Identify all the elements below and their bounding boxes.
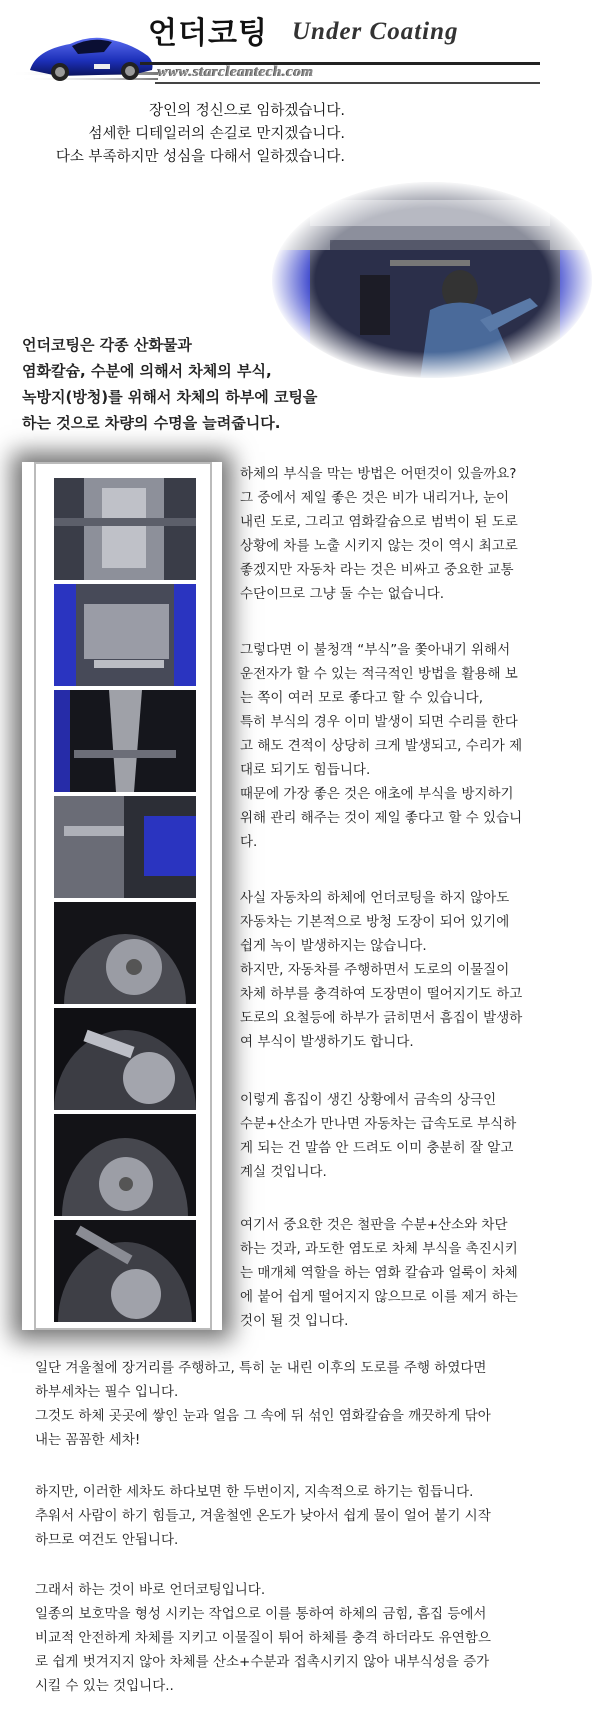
paragraph-line: 운전자가 할 수 있는 적극적인 방법을 활용해 보 xyxy=(240,666,518,682)
paragraph-line: 하지만, 자동차를 주행하면서 도로의 이물질이 xyxy=(240,962,510,978)
page-title-english: Under Coating xyxy=(292,18,459,45)
bottom-paragraph-1 xyxy=(35,1356,575,1452)
header-divider-lower xyxy=(155,82,540,84)
paragraph-line: 계실 것입니다. xyxy=(240,1164,327,1180)
paragraph-line: 는 쪽이 여러 모로 좋다고 할 수 있습니다, xyxy=(240,690,483,706)
paragraph-line: 여 부식이 발생하기도 합니다. xyxy=(240,1034,414,1050)
intro-line: 언더코팅은 각종 산화물과 xyxy=(22,336,192,354)
paragraph-line: 시킬 수 있는 것입니다.. xyxy=(35,1678,174,1694)
paragraph-line: 위해 관리 해주는 것이 제일 좋다고 할 수 있습니 xyxy=(240,810,523,826)
paragraph-line: 쉽게 녹이 발생하지는 않습니다. xyxy=(240,938,427,954)
paragraph-1 xyxy=(240,462,585,606)
paragraph-line: 그 중에서 제일 좋은 것은 비가 내리거나, 눈이 xyxy=(240,490,510,506)
paragraph-line: 하부세차는 필수 입니다. xyxy=(35,1384,179,1400)
wheel-well-photo-2 xyxy=(54,1008,196,1110)
paragraph-line: 로 쉽게 벗겨지지 않아 차체를 산소+수분과 접촉시키지 않아 내부식성을 증가 xyxy=(35,1654,490,1670)
paragraph-line: 좋겠지만 자동차 라는 것은 비싸고 중요한 교통 xyxy=(240,562,514,578)
paragraph-line: 수분+산소가 만나면 자동차는 급속도로 부식하 xyxy=(240,1116,517,1132)
paragraph-line: 이렇게 흠집이 생긴 상황에서 금속의 상극인 xyxy=(240,1092,497,1108)
paragraph-line: 는 매개체 역할을 하는 염화 칼슘과 얼룩이 차체 xyxy=(240,1265,518,1281)
paragraph-5 xyxy=(240,1213,585,1333)
bottom-paragraph-2 xyxy=(35,1480,575,1552)
intro-line: 하는 것으로 차량의 수명을 늘려줍니다. xyxy=(22,414,281,432)
intro-text xyxy=(22,332,382,436)
header xyxy=(0,0,600,95)
paragraph-line: 내린 도로, 그리고 염화칼슘으로 범벅이 된 도로 xyxy=(240,514,518,530)
paragraph-line: 대로 되기도 힘듭니다. xyxy=(240,762,371,778)
paragraph-line: 수단이므로 그냥 둘 수는 없습니다. xyxy=(240,586,445,602)
motto-line: 섬세한 디테일러의 손길로 만지겠습니다. xyxy=(88,126,345,142)
paragraph-2 xyxy=(240,638,585,854)
motto xyxy=(0,100,345,169)
bottom-paragraph-3 xyxy=(35,1578,575,1698)
intro-line: 녹방지(방청)를 위해서 차체의 하부에 코팅을 xyxy=(22,388,318,406)
paragraph-line: 여기서 중요한 것은 철판을 수분+산소와 차단 xyxy=(240,1217,508,1233)
paragraph-line: 그렇다면 이 불청객 “부식”을 쫓아내기 위해서 xyxy=(240,642,511,658)
underbody-photo-4 xyxy=(54,796,196,898)
paragraph-line: 추워서 사람이 하기 힘들고, 겨울철엔 온도가 낮아서 쉽게 물이 얼어 붙기 시작 xyxy=(35,1508,491,1524)
paragraph-line: 다. xyxy=(240,834,258,850)
paragraph-line: 일종의 보호막을 형성 시키는 작업으로 이를 통하여 하체의 금힘, 흠집 등에서 xyxy=(35,1606,487,1622)
underbody-photo-2 xyxy=(54,584,196,686)
motto-line: 다소 부족하지만 성심을 다해서 일하겠습니다. xyxy=(55,149,345,165)
photo-strip xyxy=(34,462,212,1330)
motto-line: 장인의 정신으로 임하겠습니다. xyxy=(149,103,345,119)
paragraph-line: 게 되는 건 말씀 안 드려도 이미 충분히 잘 알고 xyxy=(240,1140,514,1156)
paragraph-line: 에 붙어 쉽게 떨어지지 않으므로 이를 제거 하는 xyxy=(240,1289,518,1305)
paragraph-line: 그래서 하는 것이 바로 언더코팅입니다. xyxy=(35,1582,266,1598)
paragraph-4 xyxy=(240,1088,585,1184)
paragraph-line: 일단 겨울철에 장거리를 주행하고, 특히 눈 내린 이후의 도로를 주행 하였다면 xyxy=(35,1360,487,1376)
paragraph-line: 하므로 여건도 안됩니다. xyxy=(35,1532,179,1548)
wheel-well-photo-1 xyxy=(54,902,196,1004)
paragraph-3 xyxy=(240,886,585,1054)
paragraph-line: 때문에 가장 좋은 것은 애초에 부식을 방지하기 xyxy=(240,786,514,802)
website-url[interactable]: www.starcleantech.com xyxy=(158,64,314,80)
wheel-well-photo-4 xyxy=(54,1220,196,1322)
underbody-photo-3 xyxy=(54,690,196,792)
paragraph-line: 내는 꼼꼼한 세차! xyxy=(35,1432,141,1448)
paragraph-line: 그것도 하체 곳곳에 쌓인 눈과 얼음 그 속에 뒤 섞인 염화칼슘을 깨끗하게 닦아 xyxy=(35,1408,491,1424)
paragraph-line: 상황에 차를 노출 시키지 않는 것이 역시 최고로 xyxy=(240,538,518,554)
wheel-well-photo-3 xyxy=(54,1114,196,1216)
paragraph-line: 고 해도 견적이 상당히 크게 발생되고, 수리가 제 xyxy=(240,738,523,754)
paragraph-line: 특히 부식의 경우 이미 발생이 되면 수리를 한다 xyxy=(240,714,518,730)
paragraph-line: 자동차는 기본적으로 방청 도장이 되어 있기에 xyxy=(240,914,510,930)
underbody-photo-1 xyxy=(54,478,196,580)
page-title-korean: 언더코팅 xyxy=(148,16,268,51)
blue-sports-car-image xyxy=(8,22,158,92)
paragraph-line: 하체의 부식을 막는 방법은 어떤것이 있을까요? xyxy=(240,466,517,482)
paragraph-line: 도로의 요철등에 하부가 긁히면서 흠집이 발생하 xyxy=(240,1010,523,1026)
paragraph-line: 차체 하부를 충격하여 도장면이 떨어지기도 하고 xyxy=(240,986,523,1002)
paragraph-line: 하지만, 이러한 세차도 하다보면 한 두번이지, 지속적으로 하기는 힘듭니다. xyxy=(35,1484,474,1500)
paragraph-line: 하는 것과, 과도한 염도로 차체 부식을 촉진시키 xyxy=(240,1241,518,1257)
paragraph-line: 것이 될 것 입니다. xyxy=(240,1313,349,1329)
paragraph-line: 사실 자동차의 하체에 언더코팅을 하지 않아도 xyxy=(240,890,510,906)
intro-line: 염화칼슘, 수분에 의해서 차체의 부식, xyxy=(22,362,272,380)
paragraph-line: 비교적 안전하게 차체를 지키고 이물질이 튀어 하체를 충격 하더라도 유연함으 xyxy=(35,1630,491,1646)
